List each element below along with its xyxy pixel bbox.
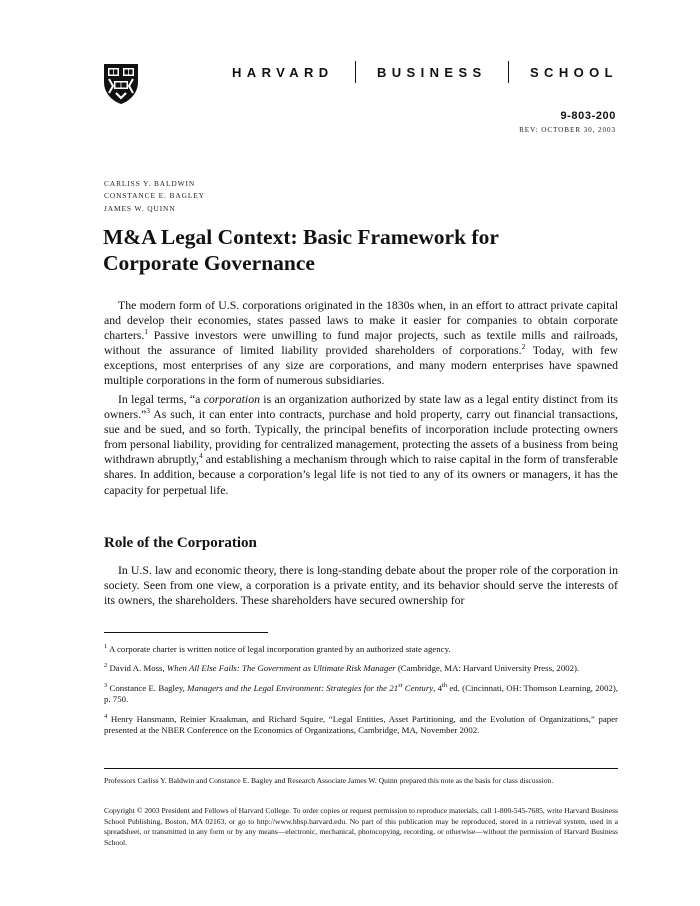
footnote-number: 2 bbox=[104, 662, 108, 670]
paragraph-text: As such, it can enter into contracts, purchase and hold property, carry out financial transactions, sue and be sued, and so forth. Typically, the principal benefits of incorporation include protecting owners from personal liability, providing for centralized management, protecting the assets of a business from being withdrawn abruptly, bbox=[104, 407, 618, 467]
book-title: When All Else Fails: The Government as Ultimate Risk Manager bbox=[166, 663, 396, 674]
harvard-shield-icon bbox=[102, 62, 140, 106]
masthead-divider bbox=[355, 61, 356, 83]
footnote-ref: 4 bbox=[198, 451, 203, 461]
ordinal-suffix: th bbox=[442, 681, 448, 689]
masthead-school: SCHOOL bbox=[529, 64, 618, 80]
author-list bbox=[104, 178, 205, 215]
footnote-text: David A. Moss, bbox=[107, 663, 167, 674]
author-name: CARLISS Y. BALDWIN bbox=[104, 179, 196, 188]
footnote-separator bbox=[104, 632, 268, 633]
footnote-number: 1 bbox=[104, 643, 108, 651]
paragraph-text: Passive investors were unwilling to fund major projects, such as textile mills and railroads, without the assurance of limited liability provided shareholders of corporations. bbox=[104, 328, 618, 358]
body-paragraph-1 bbox=[104, 298, 618, 389]
paragraph-text: is an organization authorized by state law as a legal entity distinct from its owners.” bbox=[104, 392, 618, 422]
document-title bbox=[103, 224, 583, 276]
footnote bbox=[104, 714, 618, 737]
ordinal-suffix: st bbox=[398, 681, 403, 689]
body-paragraph-2 bbox=[104, 392, 618, 498]
footnote-ref: 3 bbox=[146, 406, 151, 416]
footnote-text: ed. (Cincinnati, OH: Thomson Learning, 2002), p. 750. bbox=[104, 682, 619, 705]
footnote-number: 4 bbox=[104, 712, 108, 720]
footnote-number: 3 bbox=[104, 681, 108, 689]
footnotes bbox=[104, 644, 618, 744]
footnote bbox=[104, 683, 618, 706]
author-name: JAMES W. QUINN bbox=[104, 203, 176, 213]
revision-date: REV: OCTOBER 30, 2003 bbox=[519, 126, 616, 134]
footnote-text: A corporate charter is written notice of legal incorporation granted by an authorized state agency. bbox=[107, 644, 451, 654]
footnote-ref: 2 bbox=[521, 342, 526, 352]
title-line: Corporate Governance bbox=[103, 251, 315, 275]
paragraph-text: In U.S. law and economic theory, there is long-standing debate about the proper role of the corporation in society. Seen from one view, a corporation is a private entity, and its behavior should serve the interests of its owners, the shareholders. These shareholders have secured ownership for bbox=[104, 563, 618, 608]
body-paragraph-3 bbox=[104, 563, 618, 608]
preparation-note: Professors Carliss Y. Baldwin and Constance E. Bagley and Research Associate James W. Quinn prepared this note as the basis for class discussion. bbox=[104, 776, 554, 785]
author-name: CONSTANCE E. BAGLEY bbox=[104, 191, 205, 201]
hbs-masthead bbox=[232, 61, 618, 83]
book-title-text: Managers and the Legal Environment: Strategies for the 21 bbox=[187, 682, 399, 693]
footnote-text: (Cambridge, MA: Harvard University Press, 2002). bbox=[395, 663, 580, 674]
footnote bbox=[104, 644, 618, 655]
paragraph-text: The modern form of U.S. corporations originated in the 1830s when, in an effort to attract private capital and develop their economies, states passed laws to make it easier for companies to obtain corporate charters. bbox=[104, 298, 618, 343]
paragraph-text: In legal terms, “a bbox=[118, 392, 204, 406]
footnote bbox=[104, 663, 618, 674]
document-number: 9-803-200 bbox=[560, 110, 616, 122]
title-line: M&A Legal Context: Basic Framework for bbox=[103, 225, 499, 249]
footer-separator bbox=[104, 768, 618, 769]
footnote-text: Henry Hansmann, Reinier Kraakman, and Richard Squire, “Legal Entities, Asset Partitioning, and the Evolution of Organizations,” paper presented at the NBER Conference on the Economics of Organizations, Cambridge, MA, November 2002. bbox=[104, 713, 618, 736]
masthead-divider bbox=[508, 61, 509, 83]
footnote-ref: 1 bbox=[144, 327, 149, 337]
paragraph-text: and establishing a mechanism through which to raise capital in the form of transferable shares. In addition, because a corporation’s legal life is not tied to any of its owners or managers, it has the capacity for perpetual life. bbox=[104, 452, 618, 497]
paragraph-text: Today, with few exceptions, most enterprises of any size are corporations, and many modern enterprises have spawned multiple corporations in the form of numerous subsidiaries. bbox=[104, 343, 618, 388]
emphasis-text: corporation bbox=[203, 392, 260, 406]
footnote-text: , 4 bbox=[433, 682, 443, 693]
masthead-harvard: HARVARD bbox=[232, 64, 334, 80]
section-heading: Role of the Corporation bbox=[104, 535, 257, 551]
footnote-text: Constance E. Bagley, bbox=[107, 682, 188, 693]
copyright-notice: Copyright © 2003 President and Fellows of Harvard College. To order copies or request permission to reproduce materials, call 1-800-545-7685, write Harvard Business School Publishing, Boston, MA 02163, or go to http://www.hbsp.harvard.edu. No part of this publication may be reproduced, stored in a retrieval system, used in a spreadsheet, or transmitted in any form or by any means—electronic, mechanical, photocopying, recording, or otherwise—without the permission of Harvard Business School. bbox=[104, 806, 618, 847]
masthead-business: BUSINESS bbox=[376, 64, 487, 80]
book-title-text: Century bbox=[402, 682, 434, 693]
book-title bbox=[187, 683, 433, 693]
